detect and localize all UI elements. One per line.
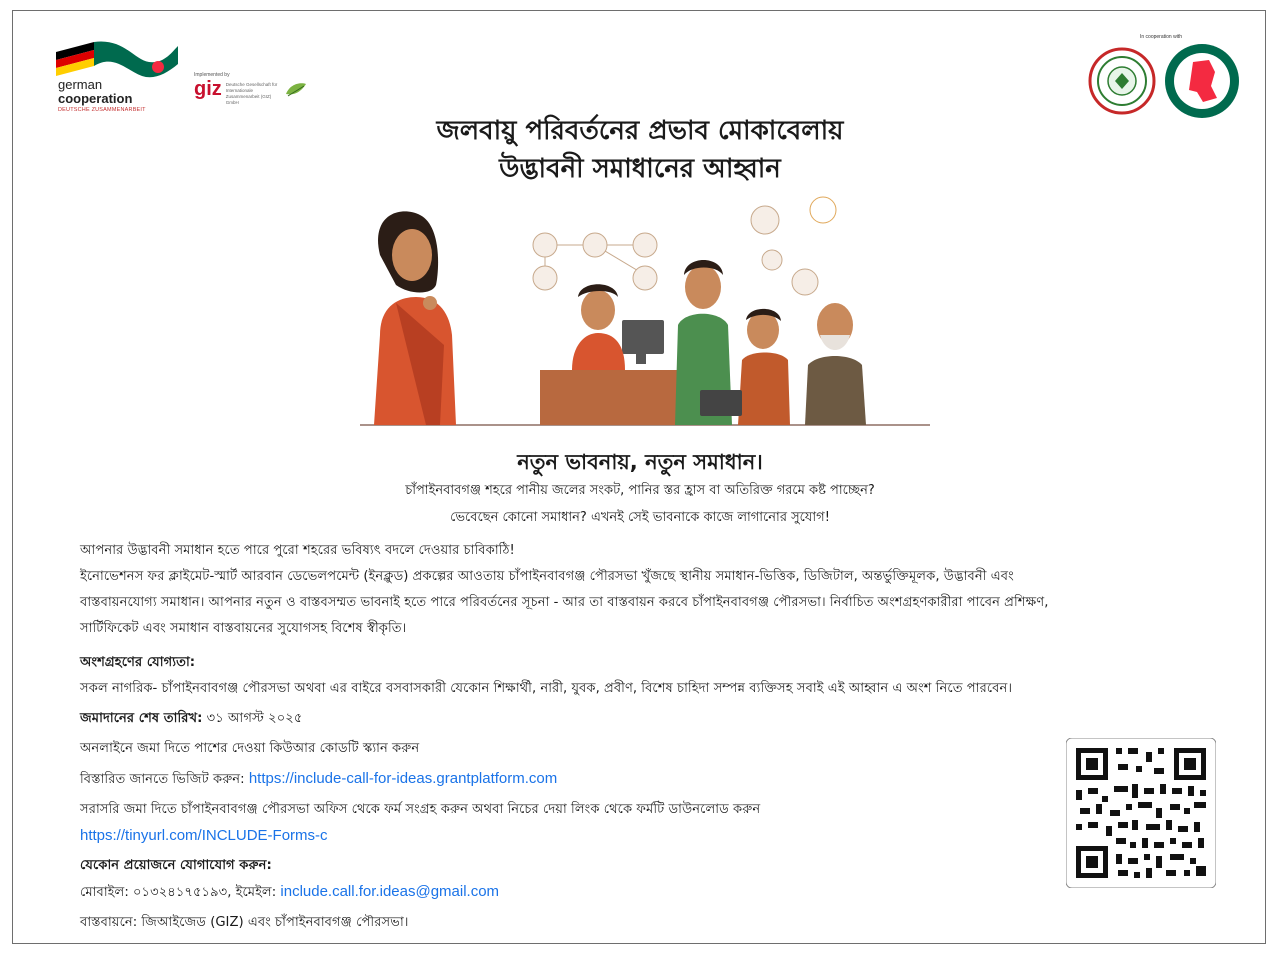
headline-line1: জলবায়ু পরিবর্তনের প্রভাব মোকাবেলায় <box>436 116 844 146</box>
paragraph-line3: সার্টিফিকেট এবং সমাধান বাস্তবায়নের সুযোগসহ বিশেষ স্বীকৃতি। <box>80 621 407 636</box>
network-icons <box>533 197 836 295</box>
german-cooperation-text <box>58 78 146 114</box>
implemented-line: বাস্তবায়নে: জিআইজেড (GIZ) এবং চাঁপাইনবাবগঞ্জ পৌরসভা। <box>80 915 409 930</box>
qr-code[interactable] <box>1066 738 1216 888</box>
form-link[interactable]: https://tinyurl.com/INCLUDE-Forms-c <box>80 827 328 844</box>
intro-line: আপনার উদ্ভাবনী সমাধান হতে পারে পুরো শহরের ভবিষ্যৎ বদলে দেওয়ার চাবিকাঠি! <box>80 543 515 558</box>
giz-logo: giz <box>194 78 222 100</box>
offline-text: সরাসরি জমা দিতে চাঁপাইনবাবগঞ্জ পৌরসভা অফিস থেকে ফর্ম সংগ্রহ করুন অথবা নিচের দেয়া লিংক থেকে ফর্মটি ডাউনলোড করুন <box>80 802 761 817</box>
community-illustration <box>340 185 940 430</box>
tagline: নতুন ভাবনায়, নতুন সমাধান। <box>517 450 763 474</box>
visit-link[interactable]: https://include-call-for-ideas.grantplatform.com <box>248 770 558 787</box>
giz-description: Deutsche Gesellschaft für Internationale Zusammenarbeit (GIZ) GmbH <box>225 82 278 105</box>
paragraph-line2: বাস্তবায়নযোগ্য সমাধান। আপনার নতুন ও বাস্তবসম্মত ভাবনাই হতে পারে পরিবর্তনের সূচনা - আর তা বাস্তবায়ন করবে চাঁপাইনবাবগঞ্জ পৌরসভা। নির্বাচিত অংশগ্রহণকারীরা পাবেন প্রশিক্ষণ, <box>80 595 1049 610</box>
mobile-label: মোবাইল: ০১৩২৪১৭৫১৯৩, ইমেইল: <box>80 885 281 900</box>
deadline-value: ৩১ আগস্ট ২০২৫ <box>202 711 303 726</box>
headline <box>300 112 980 188</box>
gc-line1: german <box>58 77 103 92</box>
seated-woman-figure <box>572 284 625 370</box>
contact-heading: যেকোন প্রয়োজনে যোগাযোগ করুন: <box>80 858 272 873</box>
gc-line3: DEUTSCHE ZUSAMMENARBEIT <box>58 107 146 113</box>
subtext-line2: ভেবেছেন কোনো সমাধান? এখনই সেই ভাবনাকে কাজে লাগানোর সুযোগ! <box>450 510 830 525</box>
eligibility-heading: অংশগ্রহণের যোগ্যতা: <box>80 655 196 670</box>
thinking-woman-figure <box>374 211 456 425</box>
visit-label: বিস্তারিত জানতে ভিজিট করুন: <box>80 772 249 787</box>
qr-instruction: অনলাইনে জমা দিতে পাশের দেওয়া কিউআর কোডটি স্ক্যান করুন <box>80 741 420 756</box>
leaf-logo-icon <box>284 80 308 100</box>
headline-line2: উদ্ভাবনী সমাধানের আহ্বান <box>499 154 781 184</box>
deadline-row <box>80 706 1250 732</box>
eligibility-text: সকল নাগরিক- চাঁপাইনবাবগঞ্জ পৌরসভা অথবা এর বাইরে বসবাসকারী যেকোন শিক্ষার্থী, নারী, যুবক, প্রবীণ, বিশেষ চাহিদা সম্পন্ন ব্যক্তিসহ সবাই এই আহ্বান এ অংশ নিতে পারবেন। <box>80 681 1013 696</box>
subtext-line1: চাঁপাইনবাবগঞ্জ শহরে পানীয় জলের সংকট, পানির স্তর হ্রাস বা অতিরিক্ত গরমে কষ্ট পাচ্ছেন? <box>405 483 875 498</box>
giz-implemented-by: Implemented by <box>194 72 230 78</box>
old-man-figure <box>805 303 866 425</box>
deadline-label: জমাদানের শেষ তারিখ: <box>80 711 203 726</box>
gc-line2: cooperation <box>58 91 133 106</box>
email-link[interactable]: include.call.for.ideas@gmail.com <box>280 883 500 900</box>
municipality-seal-icon <box>1087 46 1157 116</box>
giz-logo-block <box>194 72 278 106</box>
cooperation-text: In cooperation with <box>1140 34 1182 40</box>
bangladesh-government-seal-icon <box>1163 42 1241 120</box>
paragraph-line1: ইনোভেশনস ফর ক্লাইমেট-স্মার্ট আরবান ডেভেলপমেন্ট (ইনক্লুড) প্রকল্পের আওতায় চাঁপাইনবাবগঞ্জ পৌরসভা খুঁজছে স্থানীয় সমাধান-ভিত্তিক, ডিজিটাল, অন্তর্ভুক্তিমূলক, উদ্ভাবনী এবং <box>80 569 1014 584</box>
